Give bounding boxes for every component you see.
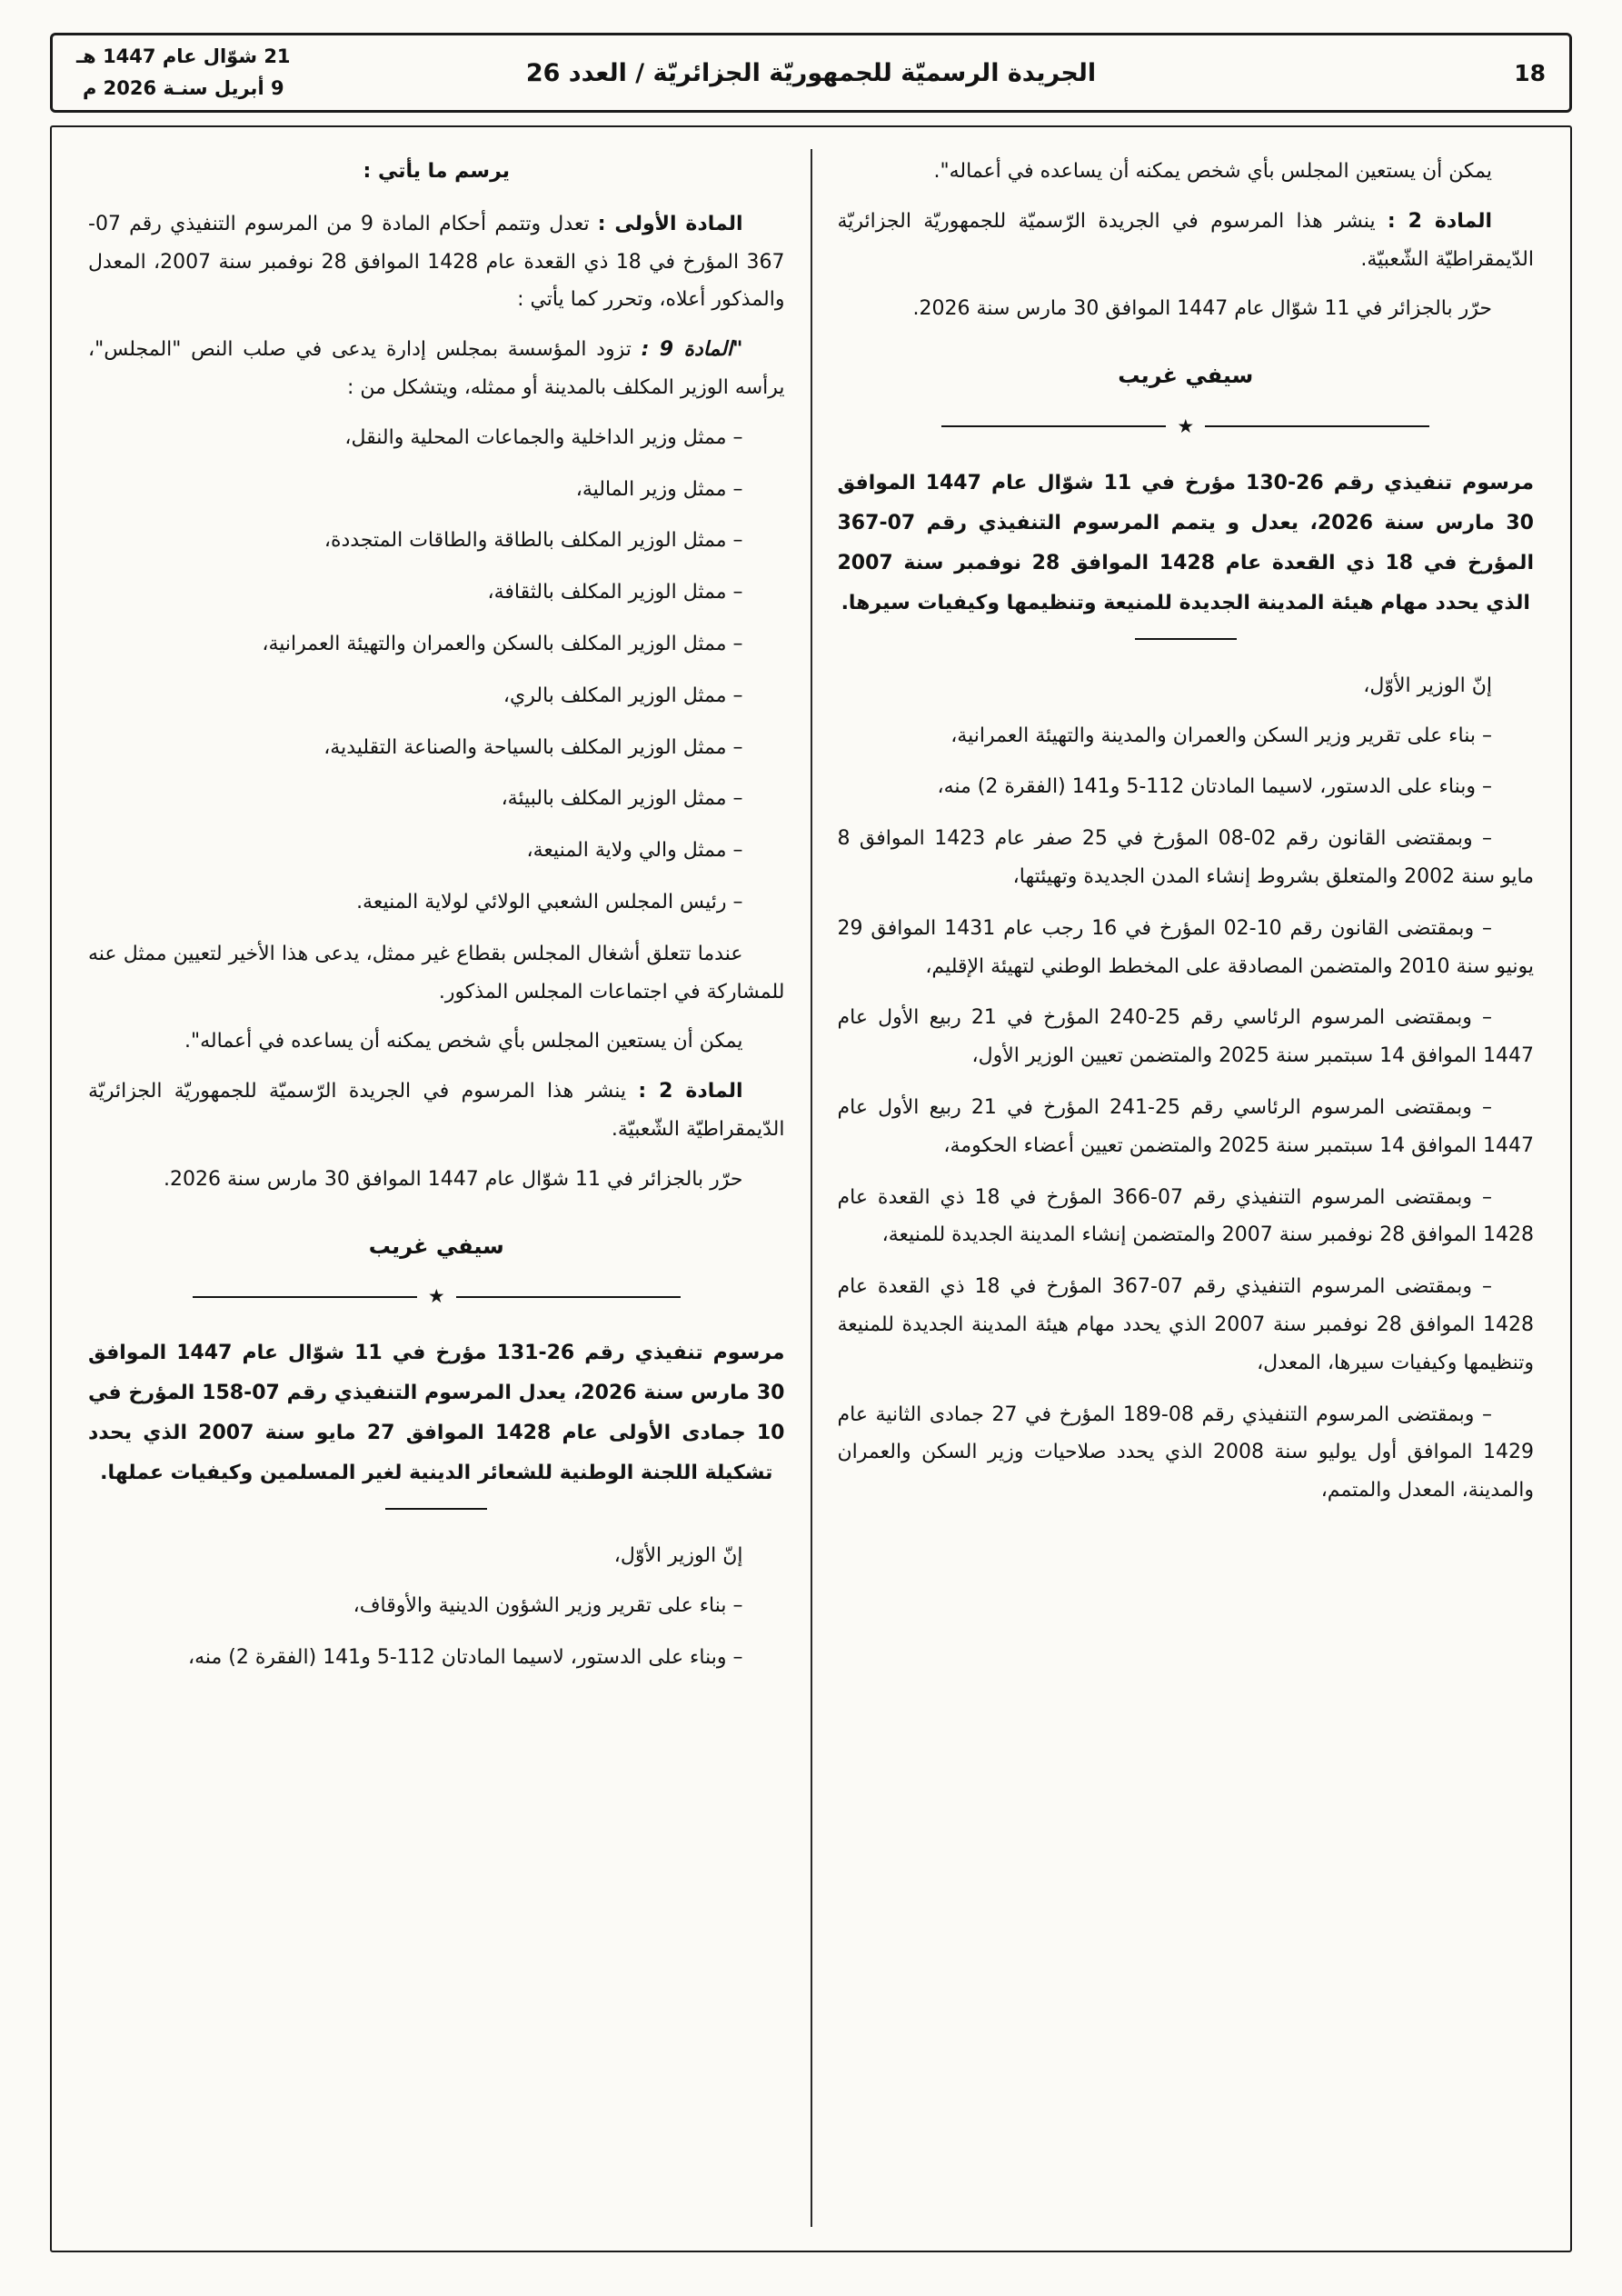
header-dates (76, 41, 291, 104)
paragraph: إنّ الوزير الأوّل، (613, 1544, 743, 1568)
paragraph: عندما تتعلق أشغال المجلس بقطاع غير ممثل، يدعى هذا الأخير لتعيين ممثل عنه للمشاركة في اجتماعات المجلس المذكور. (88, 942, 785, 1003)
page-header (50, 33, 1572, 113)
article-lead: المادة 2 : (638, 1080, 743, 1103)
paragraph (88, 1073, 785, 1149)
content-frame (50, 125, 1572, 2252)
paragraph (88, 331, 785, 407)
list-item: – رئيس المجلس الشعبي الولائي لولاية المنيعة. (356, 890, 743, 913)
star-icon: ★ (1177, 414, 1195, 437)
section-rule (1135, 638, 1237, 640)
list-item: – وبمقتضى المرسوم الرئاسي رقم 25-241 المؤرخ في 21 ربيع الأول عام 1447 الموافق 14 سبتمبر سنة 2025 والمتضمن تعيين أعضاء الحكومة، (837, 1095, 1534, 1157)
signature: سيفي غريب (368, 1233, 504, 1259)
date-gregorian: 9 أبريل سنـة 2026 م (82, 77, 284, 99)
article-text: ينشر هذا المرسوم في الجريدة الرّسميّة للجمهوريّة الجزائريّة الدّيمقراطيّة الشّعبيّة. (837, 209, 1534, 271)
list-item: – وبمقتضى المرسوم الرئاسي رقم 25-240 المؤرخ في 21 ربيع الأول عام 1447 الموافق 14 سبتمبر سنة 2025 والمتضمن تعيين الوزير الأول، (837, 1006, 1534, 1068)
paragraph: إنّ الوزير الأوّل، (1363, 674, 1492, 697)
star-separator (193, 1287, 681, 1306)
article-text: ينشر هذا المرسوم في الجريدة الرّسميّة للجمهوريّة الجزائريّة الدّيمقراطيّة الشّعبيّة. (88, 1080, 785, 1141)
list-item: – وبمقتضى القانون رقم 10-02 المؤرخ في 16 رجب عام 1431 الموافق 29 يونيو سنة 2010 والمتضمن المصادقة على المخطط الوطني لتهيئة الإقليم، (837, 916, 1534, 978)
list-item: – ممثل الوزير المكلف بالسكن والعمران والتهيئة العمرانية، (262, 632, 743, 655)
list-item: – بناء على تقرير وزير السكن والعمران والمدينة والتهيئة العمرانية، (950, 724, 1492, 747)
separator-line (456, 1296, 681, 1298)
column-divider (811, 149, 812, 2227)
list-item: – ممثل الوزير المكلف بالطاقة والطاقات المتجددة، (323, 529, 743, 553)
column-left (63, 149, 811, 2227)
star-separator (941, 414, 1429, 437)
list-item: – وبناء على الدستور، لاسيما المادتان 112-5 و141 (الفقرة 2) منه، (937, 775, 1492, 799)
list-item: – ممثل والي ولاية المنيعة، (526, 839, 743, 863)
list-item: – وبمقتضى القانون رقم 02-08 المؤرخ في 25 صفر عام 1423 الموافق 8 مايو سنة 2002 والمتعلق بشروط إنشاء المدن الجديدة وتهيئتها، (837, 827, 1534, 888)
list-item: – ممثل الوزير المكلف بالسياحة والصناعة التقليدية، (323, 735, 743, 759)
list-item: – وبمقتضى المرسوم التنفيذي رقم 07-366 المؤرخ في 18 ذي القعدة عام 1428 الموافق 28 نوفمبر سنة 2007 والمتضمن إنشاء المدينة الجديدة للمنيعة، (837, 1185, 1534, 1247)
list-item: – ممثل الوزير المكلف بالبيئة، (501, 787, 743, 811)
list-item: – ممثل وزير المالية، (575, 477, 743, 501)
separator-line (1205, 425, 1429, 427)
section-rule (385, 1508, 487, 1510)
list-item: – ممثل الوزير المكلف بالري، (503, 684, 743, 707)
paragraph: حرّر بالجزائر في 11 شوّال عام 1447 الموافق 30 مارس سنة 2026. (164, 1167, 743, 1191)
signature: سيفي غريب (1118, 363, 1254, 389)
paragraph: يمكن أن يستعين المجلس بأي شخص يمكنه أن يساعده في أعماله". (933, 160, 1492, 183)
article-lead: المادة الأولى : (597, 212, 743, 235)
article-lead: "المادة 9 : (641, 338, 743, 362)
list-item: – وبمقتضى المرسوم التنفيذي رقم 08-189 المؤرخ في 27 جمادى الثانية عام 1429 الموافق أول يوليو سنة 2008 الذي يحدد صلاحيات وزير السكن والعمران والمدينة، المعدل والمتمم، (837, 1403, 1535, 1502)
decree-heading: مرسوم تنفيذي رقم 26-130 مؤرخ في 11 شوّال عام 1447 الموافق 30 مارس سنة 2026، يعدل و يتمم المرسوم التنفيذي رقم 07-367 المؤرخ في 18 ذي القعدة عام 1428 الموافق 28 نوفمبر سنة 2007 الذي يحدد مهام هيئة المدينة الجديدة للمنيعة وتنظيمها وكيفيات سيرها. (837, 471, 1535, 614)
list-item: – وبناء على الدستور، لاسيما المادتان 112-5 و141 (الفقرة 2) منه، (187, 1645, 743, 1669)
article-text: تزود المؤسسة بمجلس إدارة يدعى في صلب النص "المجلس"، يرأسه الوزير المكلف بالمدينة أو ممثله، ويتشكل من : (88, 338, 785, 399)
decree-heading: مرسوم تنفيذي رقم 26-131 مؤرخ في 11 شوّال عام 1447 الموافق 30 مارس سنة 2026، يعدل المرسوم التنفيذي رقم 07-158 المؤرخ في 10 جمادى الأولى عام 1428 الموافق 27 مايو سنة 2007 الذي يحدد تشكيلة اللجنة الوطنية للشعائر الدينية لغير المسلمين وكيفيات عملها. (88, 1342, 785, 1485)
article-text: تعدل وتتمم أحكام المادة 9 من المرسوم التنفيذي رقم 07-367 المؤرخ في 18 ذي القعدة عام 1428 الموافق 28 نوفمبر سنة 2007، المعدل والمذكور أعلاه، وتحرر كما يأتي : (88, 212, 785, 312)
list-item: – ممثل وزير الداخلية والجماعات المحلية والنقل، (344, 425, 743, 449)
section-label: يرسم ما يأتي : (363, 160, 511, 183)
paragraph: حرّر بالجزائر في 11 شوّال عام 1447 الموافق 30 مارس سنة 2026. (912, 297, 1492, 321)
column-right (812, 149, 1560, 2227)
list-item: – بناء على تقرير وزير الشؤون الدينية والأوقاف، (353, 1593, 743, 1617)
separator-line (941, 425, 1166, 427)
star-icon: ★ (427, 1285, 445, 1308)
page-number: 18 (1514, 59, 1546, 86)
paragraph: يمكن أن يستعين المجلس بأي شخص يمكنه أن يساعده في أعماله". (184, 1030, 743, 1053)
date-hijri: 21 شوّال عام 1447 هـ (76, 45, 291, 68)
list-item: – وبمقتضى المرسوم التنفيذي رقم 07-367 المؤرخ في 18 ذي القعدة عام 1428 الموافق 28 نوفمبر سنة 2007 الذي يحدد مهام هيئة المدينة الجديدة للمنيعة وتنظيمها وكيفيات سيرها، المعدل، (837, 1275, 1534, 1374)
paragraph (838, 203, 1535, 279)
article-lead: المادة 2 : (1387, 209, 1492, 233)
journal-title: الجريدة الرسميّة للجمهوريّة الجزائريّة / العدد 26 (525, 58, 1097, 87)
list-item: – ممثل الوزير المكلف بالثقافة، (487, 581, 743, 604)
paragraph (88, 205, 785, 319)
separator-line (193, 1296, 417, 1298)
